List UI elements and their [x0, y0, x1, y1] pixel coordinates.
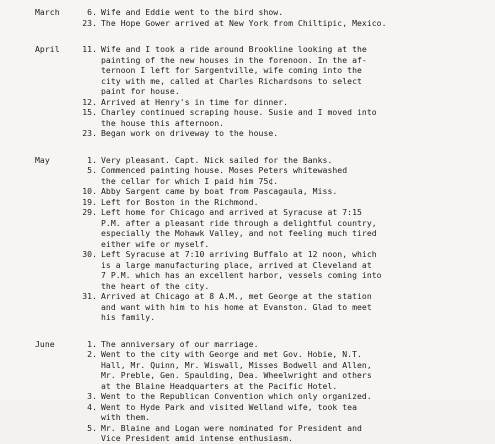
day-number: 1.: [87, 154, 97, 165]
diary-entry: [0, 339, 495, 350]
day-number: 23.: [82, 17, 97, 28]
day-number: 5.: [87, 422, 97, 433]
month-label: May: [35, 154, 50, 165]
entry-text: Went to Hyde Park and visited Welland wife, took tea with them.: [101, 401, 357, 422]
day-number: 1.: [87, 338, 97, 349]
entry-text: Mr. Blaine and Logan were nominated for President and Vice President amid intense enthusiasm.: [101, 422, 362, 443]
diary-entry: [0, 107, 495, 128]
diary-entry: [0, 97, 495, 108]
entry-text: Left Syracuse at 7:10 arriving Buffalo at 12 noon, which is a large manufacturing place, arrived at Cleveland at 7 P.M. which has an excellent harbor, vessels coming into the heart of the city.: [101, 249, 382, 291]
diary-entry: [0, 249, 495, 291]
entry-text: Abby Sargent came by boat from Pascagaula, Miss.: [101, 186, 338, 196]
section-may: [0, 155, 495, 323]
day-number: 15.: [82, 107, 97, 117]
day-number: 6.: [87, 7, 97, 17]
day-number: 23.: [82, 128, 97, 138]
diary-entry: [0, 207, 495, 249]
entry-text: Arrived at Henry's in time for dinner.: [101, 96, 289, 107]
day-number: 29.: [82, 207, 97, 217]
entry-text: The Hope Gower arrived at New York from Chiltipic, Mexico.: [101, 17, 387, 28]
diary-entry: [0, 44, 495, 97]
entry-text: Went to the Republican Convention which only organized.: [101, 391, 372, 401]
diary-entry: [0, 423, 495, 444]
entry-text: Began work on driveway to the house.: [101, 128, 279, 138]
day-number: 5.: [87, 165, 97, 175]
diary-entry: [0, 349, 495, 391]
day-number: 12.: [82, 96, 97, 107]
diary-entry: [0, 7, 495, 18]
entry-text: Left for Boston in the Richmond.: [101, 196, 259, 207]
entry-text: Commenced painting house. Moses Peters whitewashed the cellar for which I paid him 75¢.: [101, 165, 348, 186]
day-number: 10.: [82, 186, 97, 196]
section-april: [0, 44, 495, 139]
day-number: 3.: [87, 391, 97, 401]
diary-entry: [0, 197, 495, 208]
diary-entry: [0, 165, 495, 186]
day-number: 19.: [82, 196, 97, 207]
day-number: 2.: [87, 349, 97, 359]
diary-entry: [0, 18, 495, 29]
entry-text: Went to the city with George and met Gov. Hobie, N.T. Hall, Mr. Quinn, Mr. Wiswall, Misses Bodwell and Allen, Mr. Preble, Gen. Spaulding, Dea. Wheelwright and others at the Blaine Headquarters at the Pacific Hotel.: [101, 349, 372, 391]
entry-text: The anniversary of our marriage.: [101, 338, 259, 349]
day-number: 30.: [82, 249, 97, 259]
entry-text: Left home for Chicago and arrived at Syracuse at 7:15 P.M. after a pleasant ride through a delightful country, especially the Mohawk Valley, and not feeling much tired either wife or myself.: [101, 207, 377, 249]
month-label: April: [35, 44, 60, 54]
entry-text: Charley continued scraping house. Susie and I moved into the house this afternoon.: [101, 107, 377, 128]
section-march: [0, 7, 495, 28]
month-label: March: [35, 7, 60, 17]
day-number: 4.: [87, 401, 97, 412]
diary-entry: [0, 402, 495, 423]
diary-entry: [0, 291, 495, 323]
entry-text: Very pleasant. Capt. Nick sailed for the Banks.: [101, 154, 333, 165]
month-label: June: [35, 338, 55, 349]
entry-text: Wife and I took a ride around Brookline looking at the painting of the new houses in the forenoon. In the af- ternoon I left for Sargentville, wife coming into the city with me, called at Charles Richardsons to select paint for house.: [101, 44, 367, 96]
diary-entry: [0, 155, 495, 166]
day-number: 31.: [82, 291, 97, 301]
entry-text: Wife and Eddie went to the bird show.: [101, 7, 284, 17]
section-june: [0, 339, 495, 444]
diary-entry: [0, 186, 495, 197]
day-number: 11.: [82, 44, 97, 54]
entry-text: Arrived at Chicago at 8 A.M., met George at the station and want with him to his home at Evanston. Glad to meet his family.: [101, 291, 372, 322]
diary-entry: [0, 128, 495, 139]
